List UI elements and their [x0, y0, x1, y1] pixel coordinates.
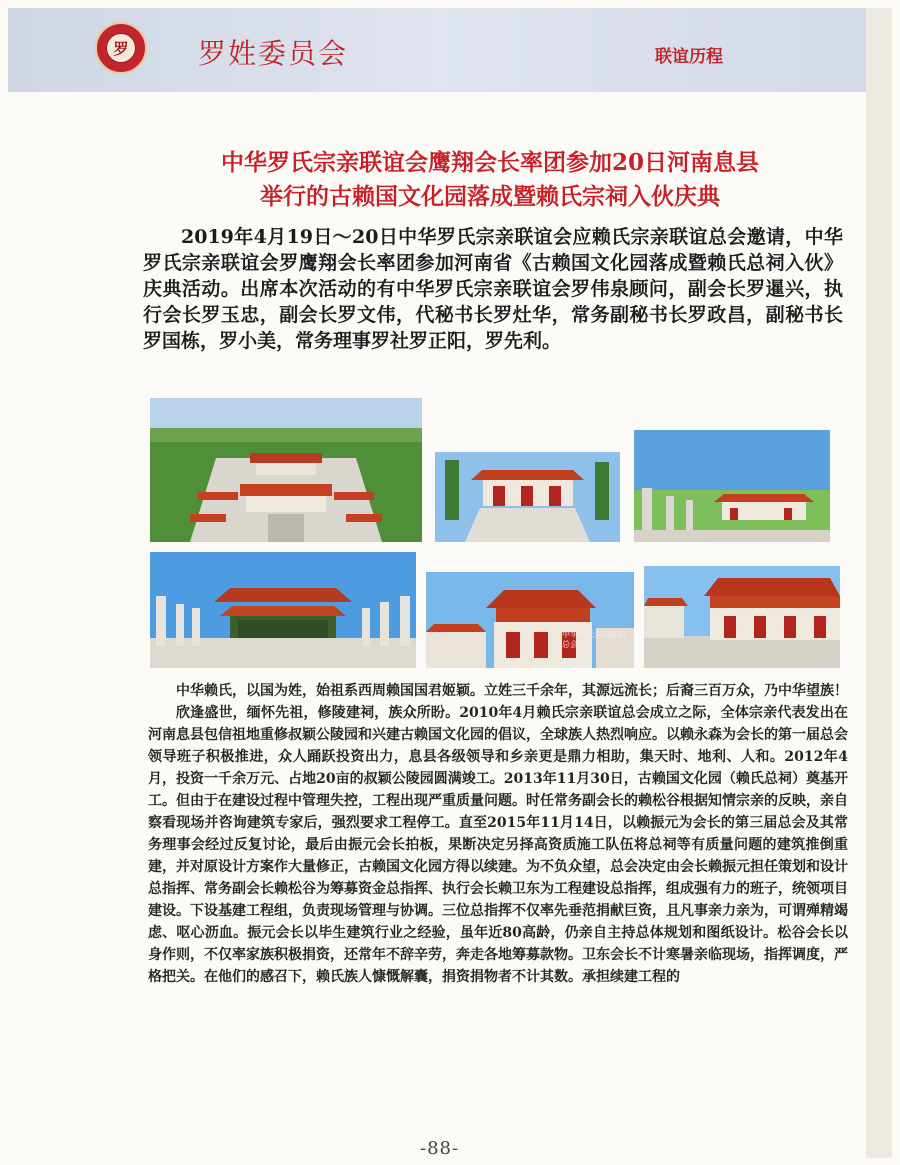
- photo-ancestral-hall-columns: [150, 552, 416, 668]
- article-body: [148, 680, 848, 988]
- article-title-line2: 举行的古赖国文化园落成暨赖氏宗祠入伙庆典: [260, 183, 720, 210]
- article-title-line1: 中华罗氏宗亲联谊会鹰翔会长率团参加20日河南息县: [220, 149, 759, 176]
- article-paragraph-1: 中华赖氏，以国为姓，始祖系西周赖国国君姬颖。立姓三千余年，其源远流长；后裔三百万众，乃中华望族！: [176, 683, 848, 699]
- logo-text: 罗: [113, 39, 129, 58]
- photo-side-hall: [644, 566, 840, 668]
- page-number: -88-: [420, 1138, 460, 1159]
- photo-main-hall-front: [435, 452, 620, 542]
- photo-aerial-complex: [150, 398, 422, 542]
- section-title: 联谊历程: [655, 47, 723, 67]
- photo-gate-tower: [426, 572, 634, 668]
- article-intro: 2019年4月19日～20日中华罗氏宗亲联谊会应赖氏宗亲联谊总会邀请，中华罗氏宗亲联谊会罗鹰翔会长率团参加河南省《古赖国文化园落成暨赖氏总祠入伙》庆典活动。出席本次活动的有中华罗氏宗亲联谊会罗伟泉顾问，副会长罗暹兴，执行会长罗玉忠，副会长罗文伟，代秘书长罗灶华，常务副秘书长罗政昌，副秘书长罗国栋，罗小美，常务理事罗社罗正阳，罗先利。: [143, 226, 843, 352]
- article-paragraph-2: 欣逢盛世，缅怀先祖，修陵建祠，族众所盼。2010年4月赖氏宗亲联谊总会成立之际，全体宗亲代表发出在河南息县包信祖地重修叔颖公陵园和兴建古赖国文化园的倡议，全球族人热烈响应。以赖永森为会长的第一届总会领导班子积极推进，众人踊跃投资出力，息县各级领导和乡亲更是鼎力相助，集天时、地利、人和。2012年4月，投资一千余万元、占地20亩的叔颖公陵园圆满竣工。2013年11月30日，古赖国文化园（赖氏总祠）奠基开工。但由于在建设过程中管理失控，工程出现严重质量问题。时任常务副会长的赖松谷根据知情宗亲的反映，亲自察看现场并咨询建筑专家后，强烈要求工程停工。直至2015年11月14日，以赖振元为会长的第三届总会及其常务理事会经过反复讨论，最后由振元会长拍板，果断决定另择高资质施工队伍将总祠等有质量问题的建筑推倒重建，并对原设计方案作大量修正，古赖国文化园方得以续建。为不负众望，总会决定由会长赖振元担任策划和设计总指挥、常务副会长赖松谷为筹募资金总指挥、执行会长赖卫东为工程建设总指挥，组成强有力的班子，统领项目建设。下设基建工程组，负责现场管理与协调。三位总指挥不仅率先垂范捐献巨资，且凡事亲力亲为，可谓殚精竭虑、呕心沥血。振元会长以毕生建筑行业之经验，虽年近80高龄，仍亲自主持总体规划和图纸设计。松谷会长以身作则，不仅率家族积极捐资，还常年不辞辛劳，奔走各地筹募款物。卫东会长不计寒暑亲临现场，指挥调度，严格把关。在他们的感召下，赖氏族人慷慨解囊，捐资捐物者不计其数。承担续建工程的: [148, 705, 848, 985]
- organization-name: 罗姓委员会: [198, 37, 349, 70]
- organization-logo: [95, 22, 147, 74]
- page-edge-shadow: [866, 8, 892, 1158]
- photo-pillars-hall: [634, 430, 830, 542]
- photo-watermark: 中华罗氏宗亲联谊总会: [562, 630, 626, 649]
- logo-emblem-icon: [106, 33, 136, 63]
- article-title: [130, 146, 850, 214]
